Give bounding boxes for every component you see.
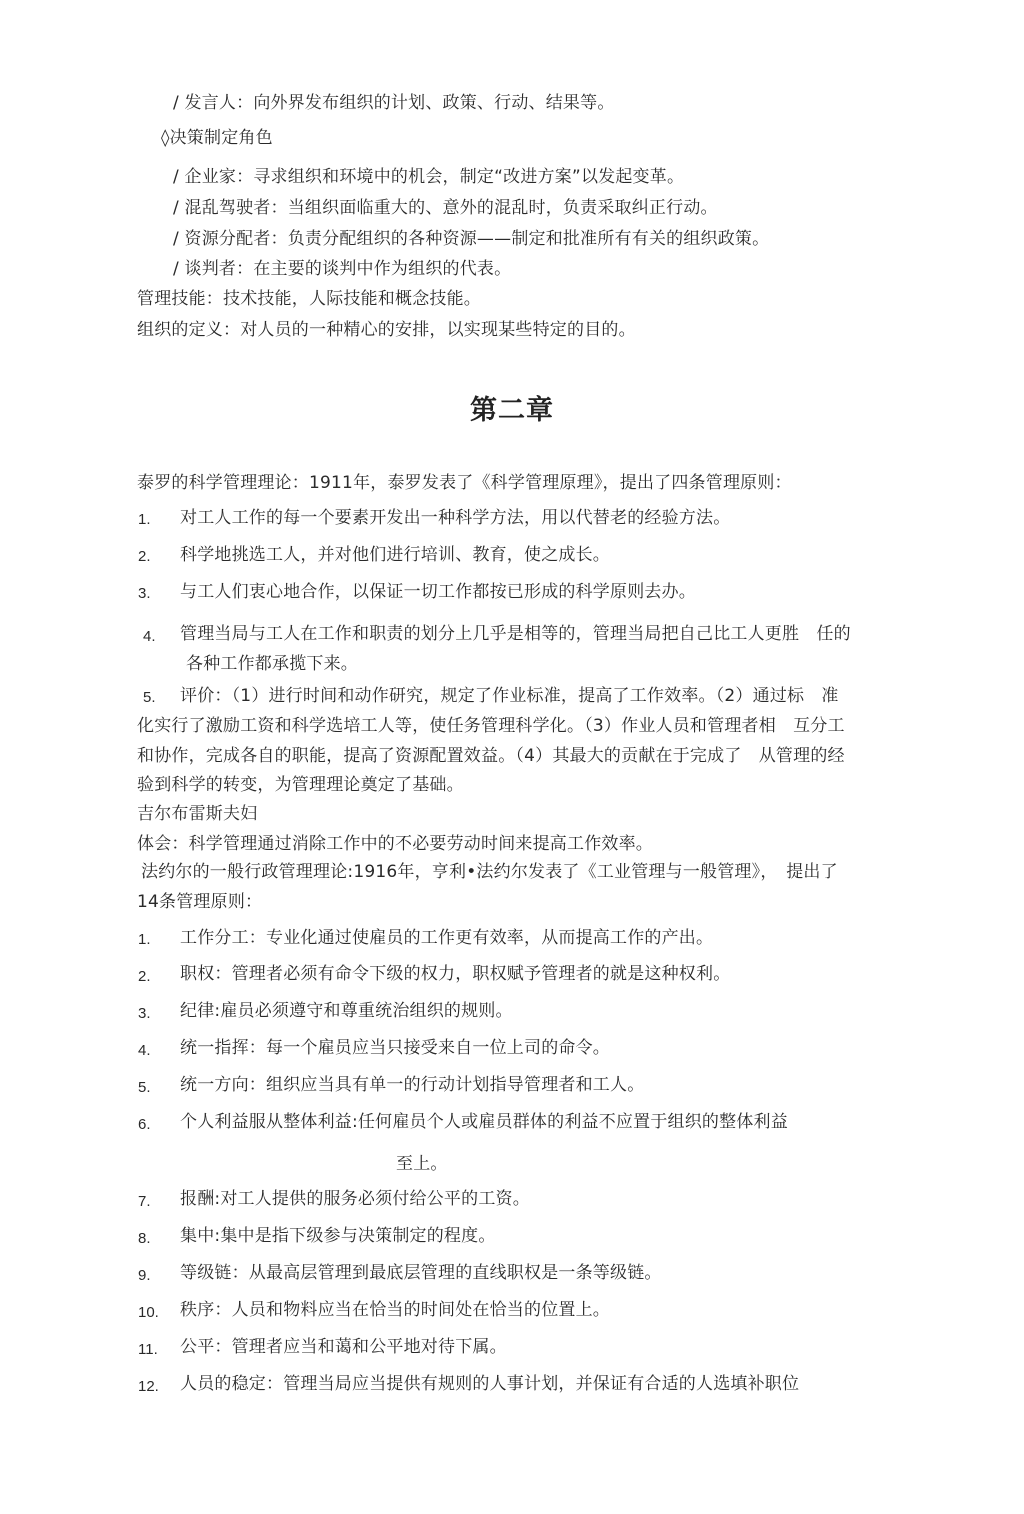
list-item-text: 个人利益服从整体利益:任何雇员个人或雇员群体的利益不应置于组织的整体利益 <box>180 1112 788 1132</box>
insight-line: 体会：科学管理通过消除工作中的不必要劳动时间来提高工作效率。 <box>137 834 653 854</box>
list-item-number: 10. <box>138 1304 159 1321</box>
role-spokesperson: / 发言人：向外界发布组织的计划、政策、行动、结果等。 <box>173 93 615 113</box>
list-item-number: 2. <box>138 968 151 985</box>
list-item-number: 1. <box>138 931 151 948</box>
list-item-number: 11. <box>138 1341 158 1358</box>
list-item-text: 与工人们衷心地合作，以保证一切工作都按已形成的科学原则去办。 <box>180 582 696 602</box>
list-item-number: 6. <box>138 1116 151 1133</box>
list-item-text: 统一方向：组织应当具有单一的行动计划指导管理者和工人。 <box>180 1075 645 1095</box>
list-item-number: 4. <box>143 628 156 645</box>
decision-roles-heading: ◊决策制定角色 <box>161 128 273 148</box>
fayol-intro-continued: 14条管理原则： <box>137 892 263 912</box>
list-item-text: 公平：管理者应当和蔼和公平地对待下属。 <box>180 1337 507 1357</box>
list-item-number: 12. <box>138 1378 159 1395</box>
list-item-number: 4. <box>138 1042 151 1059</box>
organization-definition: 组织的定义：对人员的一种精心的安排，以实现某些特定的目的。 <box>137 320 636 340</box>
evaluation-line: 化实行了激励工资和科学选培工人等，使任务管理科学化。（3）作业人员和管理者相 互分工 <box>137 716 845 736</box>
list-item-text: 报酬:对工人提供的服务必须付给公平的工资。 <box>180 1189 530 1209</box>
list-item-text: 管理当局与工人在工作和职责的划分上几乎是相等的，管理当局把自己比工人更胜 任的 <box>180 624 851 644</box>
gilbreth-heading: 吉尔布雷斯夫妇 <box>137 804 258 824</box>
list-item-number: 1. <box>138 511 151 528</box>
list-item-text: 等级链：从最高层管理到最底层管理的直线职权是一条等级链。 <box>180 1263 662 1283</box>
role-entrepreneur: / 企业家：寻求组织和环境中的机会，制定“改进方案”以发起变革。 <box>173 167 685 187</box>
list-item-text: 统一指挥：每一个雇员应当只接受来自一位上司的命令。 <box>180 1038 610 1058</box>
evaluation-line: 和协作，完成各自的职能，提高了资源配置效益。（4）其最大的贡献在于完成了 从管理的经 <box>137 746 845 766</box>
chapter-title: 第二章 <box>470 395 554 426</box>
list-item-text: 工作分工：专业化通过使雇员的工作更有效率，从而提高工作的产出。 <box>180 928 714 948</box>
list-item-number: 5. <box>143 689 156 706</box>
list-item-text: 对工人工作的每一个要素开发出一种科学方法，用以代替老的经验方法。 <box>180 508 731 528</box>
list-item-number: 8. <box>138 1230 151 1247</box>
list-item-text: 纪律:雇员必须遵守和尊重统治组织的规则。 <box>180 1001 513 1021</box>
list-item-number: 3. <box>138 1005 151 1022</box>
list-item-text: 人员的稳定：管理当局应当提供有规则的人事计划，并保证有合适的人选填补职位 <box>180 1374 800 1394</box>
evaluation-line: 评价：（1）进行时间和动作研究，规定了作业标准，提高了工作效率。（2）通过标 准 <box>180 686 839 706</box>
evaluation-line: 验到科学的转变，为管理理论奠定了基础。 <box>137 775 464 795</box>
list-item-text: 集中:集中是指下级参与决策制定的程度。 <box>180 1226 496 1246</box>
list-item-text: 秩序：人员和物料应当在恰当的时间处在恰当的位置上。 <box>180 1300 610 1320</box>
list-item-text: 科学地挑选工人，并对他们进行培训、教育，使之成长。 <box>180 545 610 565</box>
list-item-number: 3. <box>138 585 151 602</box>
list-item-text-continued: 各种工作都承揽下来。 <box>186 654 358 674</box>
taylor-intro: 泰罗的科学管理理论：1911年，泰罗发表了《科学管理原理》，提出了四条管理原则： <box>137 473 792 493</box>
list-item-number: 2. <box>138 548 151 565</box>
management-skills: 管理技能：技术技能，人际技能和概念技能。 <box>137 289 481 309</box>
role-disturbance-handler: / 混乱驾驶者：当组织面临重大的、意外的混乱时，负责采取纠正行动。 <box>173 198 718 218</box>
list-item-number: 5. <box>138 1079 151 1096</box>
list-item-text: 职权：管理者必须有命令下级的权力，职权赋予管理者的就是这种权利。 <box>180 964 731 984</box>
role-negotiator: / 谈判者：在主要的谈判中作为组织的代表。 <box>173 259 512 279</box>
list-item-number: 7. <box>138 1193 151 1210</box>
role-resource-allocator: / 资源分配者：负责分配组织的各种资源——制定和批准所有有关的组织政策。 <box>173 229 770 249</box>
list-item-text-continued: 至上。 <box>396 1154 448 1174</box>
fayol-intro: 法约尔的一般行政管理理论:1916年，亨利•法约尔发表了《工业管理与一般管理》， 提出了 <box>141 862 838 882</box>
list-item-number: 9. <box>138 1267 151 1284</box>
